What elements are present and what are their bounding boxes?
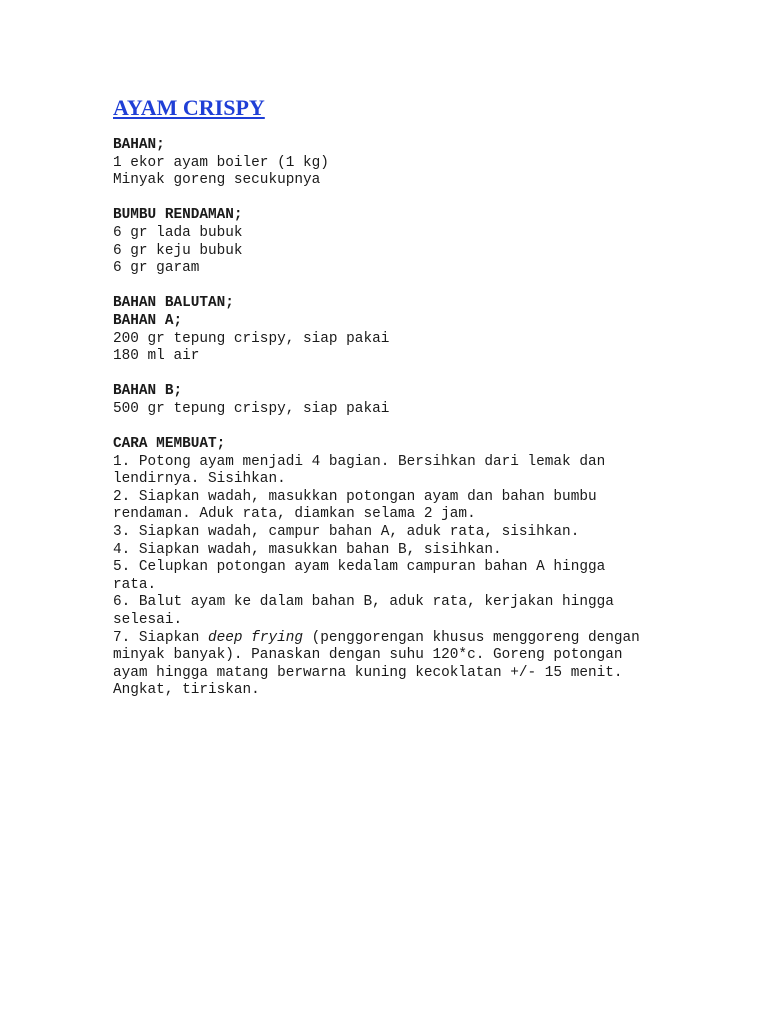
step-item: 3. Siapkan wadah, campur bahan A, aduk rata, sisihkan. <box>113 524 580 541</box>
step-item: 6. Balut ayam ke dalam bahan B, aduk rata, kerjakan hingga selesai. <box>113 594 614 629</box>
section-heading: BAHAN; <box>113 137 165 153</box>
step-item: 5. Celupkan potongan ayam kedalam campuran bahan A hingga rata. <box>113 559 606 593</box>
section-heading: BUMBU RENDAMAN; <box>113 207 243 224</box>
step-item: 4. Siapkan wadah, masukkan bahan B, sisihkan. <box>113 541 502 558</box>
document-page <box>113 94 713 718</box>
section-heading: BAHAN BALUTAN; <box>113 295 234 312</box>
ingredient-line: 180 ml air <box>113 348 200 365</box>
section-heading: CARA MEMBUAT; <box>113 436 226 453</box>
step-item: 2. Siapkan wadah, masukkan potongan ayam dan bahan bumbu rendaman. Aduk rata, diamkan selama 2 jam. <box>113 488 597 523</box>
section-bahan-b <box>113 383 713 418</box>
ingredient-line: 6 gr keju bubuk <box>113 242 243 259</box>
step-7-emphasis: deep frying <box>208 629 303 646</box>
section-bahan <box>113 137 713 190</box>
section-heading: BAHAN B; <box>113 383 183 400</box>
ingredient-line: Minyak goreng secukupnya <box>113 172 321 189</box>
recipe-content <box>113 137 713 700</box>
ingredient-line: 1 ekor ayam boiler (1 kg) <box>113 154 329 171</box>
section-bumbu-rendaman <box>113 207 713 277</box>
step-7-prefix: 7. Siapkan <box>113 629 208 646</box>
step-7-suffix: (penggorengan khusus menggoreng dengan minyak banyak). Panaskan dengan suhu 120*c. Goreng potongan ayam hingga matang berwarna kuning kecoklatan +/- 15 menit. Angkat, tiriskan. <box>113 629 640 699</box>
section-bahan-balutan <box>113 295 713 365</box>
section-subheading: BAHAN A; <box>113 312 183 329</box>
ingredient-line: 6 gr garam <box>113 260 200 277</box>
ingredient-line: 500 gr tepung crispy, siap pakai <box>113 400 390 417</box>
step-item: 1. Potong ayam menjadi 4 bagian. Bersihkan dari lemak dan lendirnya. Sisihkan. <box>113 453 606 488</box>
recipe-title: AYAM CRISPY <box>113 95 265 120</box>
ingredient-line: 200 gr tepung crispy, siap pakai <box>113 330 390 347</box>
step-item-7 <box>113 630 713 700</box>
section-cara-membuat <box>113 436 713 700</box>
ingredient-line: 6 gr lada bubuk <box>113 224 243 241</box>
